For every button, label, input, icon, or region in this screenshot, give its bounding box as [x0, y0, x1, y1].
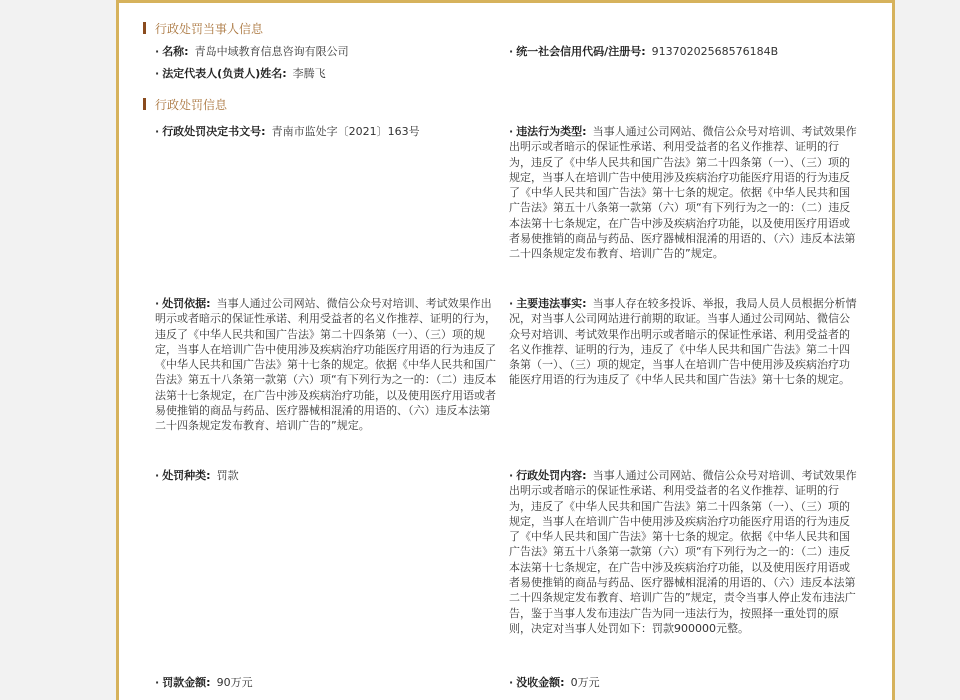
fine-amount-value: 90万元	[216, 676, 253, 689]
penalty-content-value: 当事人通过公司网站、微信公众号对培训、考试效果作出明示或者暗示的保证性承诺、利用受益者的名义作推荐、证明的行为，违反了《中华人民共和国广告法》第二十四条第（一）、（三）项的规定，当事人在培训广告中使用涉及疾病治疗功能医疗用语的行为违反了《中华人民共和国广告法》第十七条的规定。依据《中华人民共和国广告法》第五十八条第一款第（六）项“有下列行为之一的：（二）违反本法第十七条规定，在广告中涉及疾病治疗功能，以及使用医疗用语或者易使推销的商品与药品、医疗器械相混淆的用语的、（六）违反本法第二十四条规定发布教育、培训广告的”规定，责令当事人停止发布违法广告，鉴于当事人发布违法广告为同一违法行为，按照择一重处罚的原则，决定对当事人处罚如下：罚款900000元整。	[509, 469, 857, 635]
penalty-content-label: 行政处罚内容:	[516, 469, 587, 482]
legal-rep-field: · 法定代表人(负责人)姓名: 李腾飞	[155, 67, 326, 80]
credit-code-field: · 统一社会信用代码/注册号: 91370202568576184B	[509, 45, 779, 58]
legal-rep-value: 李腾飞	[292, 67, 326, 80]
decision-no-label: 行政处罚决定书文号:	[162, 125, 266, 138]
penalty-basis-field: · 处罚依据: 当事人通过公司网站、微信公众号对培训、考试效果作出明示或者暗示的保证性承诺、利用受益者的名义作推荐、证明的行为，违反了《中华人民共和国广告法》第二十四条第（一）、（三）项的规定，当事人在培训广告中使用涉及疾病治疗功能医疗用语的行为违反了《中华人民共和国广告法》第十七条的规定。依据《中华人民共和国广告法》第五十八条第一款第（六）项“有下列行为之一的：（二）违反本法第十七条规定，在广告中涉及疾病治疗功能，以及使用医疗用语或者易使推销的商品与药品、医疗器械相混淆的用语的、（六）违反本法第二十四条规定发布教育、培训广告的”规定。	[155, 297, 497, 433]
penalty-content-field: · 行政处罚内容: 当事人通过公司网站、微信公众号对培训、考试效果作出明示或者暗示的保证性承诺、利用受益者的名义作推荐、证明的行为，违反了《中华人民共和国广告法》第二十四条第（一）、（三）项的规定，当事人在培训广告中使用涉及疾病治疗功能医疗用语的行为违反了《中华人民共和国广告法》第十七条的规定。依据《中华人民共和国广告法》第五十八条第一款第（六）项“有下列行为之一的：（二）违反本法第十七条规定，在广告中涉及疾病治疗功能，以及使用医疗用语或者易使推销的商品与药品、医疗器械相混淆的用语的、（六）违反本法第二十四条规定发布教育、培训广告的”规定，责令当事人停止发布违法广告，鉴于当事人发布违法广告为同一违法行为，按照择一重处罚的原则，决定对当事人处罚如下：罚款900000元整。	[509, 469, 857, 635]
section-marker-icon	[143, 98, 146, 110]
penalty-basis-label: 处罚依据:	[162, 297, 211, 310]
party-name-label: 名称:	[162, 45, 189, 58]
penalty-section-title: 行政处罚信息	[143, 97, 227, 113]
penalty-info-card	[116, 0, 895, 700]
confiscation-amount-value: 0万元	[570, 676, 600, 689]
main-facts-field: · 主要违法事实: 当事人存在较多投诉、举报，我局人员人员根据分析情况，对当事人公司网站进行前期的取证。当事人通过公司网站、微信公众号对培训、考试效果作出明示或者暗示的保证性承诺、利用受益者的名义作推荐、证明的行为，违反了《中华人民共和国广告法》第二十四条第（一）、（三）项的规定，当事人在培训广告中使用涉及疾病治疗功能医疗用语的行为违反了《中华人民共和国广告法》第十七条的规定。	[509, 297, 857, 387]
party-section-title: 行政处罚当事人信息	[143, 21, 263, 37]
credit-code-value: 91370202568576184B	[651, 45, 779, 58]
penalty-kind-field: · 处罚种类: 罚款	[155, 469, 239, 482]
fine-amount-label: 罚款金额:	[162, 676, 211, 689]
party-name-value: 青岛中域教育信息咨询有限公司	[194, 45, 349, 58]
legal-rep-label: 法定代表人(负责人)姓名:	[162, 67, 287, 80]
penalty-kind-value: 罚款	[216, 469, 239, 482]
violation-type-label: 违法行为类型:	[516, 125, 587, 138]
party-name-field: · 名称: 青岛中域教育信息咨询有限公司	[155, 45, 349, 58]
credit-code-label: 统一社会信用代码/注册号:	[516, 45, 646, 58]
decision-no-value: 青南市监处字〔2021〕163号	[271, 125, 420, 138]
penalty-kind-label: 处罚种类:	[162, 469, 211, 482]
penalty-basis-value: 当事人通过公司网站、微信公众号对培训、考试效果作出明示或者暗示的保证性承诺、利用受益者的名义作推荐、证明的行为，违反了《中华人民共和国广告法》第二十四条第（一）、（三）项的规定，当事人在培训广告中使用涉及疾病治疗功能医疗用语的行为违反了《中华人民共和国广告法》第十七条的规定。依据《中华人民共和国广告法》第五十八条第一款第（六）项“有下列行为之一的：（二）违反本法第十七条规定，在广告中涉及疾病治疗功能，以及使用医疗用语或者易使推销的商品与药品、医疗器械相混淆的用语的、（六）违反本法第二十四条规定发布教育、培训广告的”规定。	[155, 297, 497, 433]
main-facts-value: 当事人存在较多投诉、举报，我局人员人员根据分析情况，对当事人公司网站进行前期的取证。当事人通过公司网站、微信公众号对培训、考试效果作出明示或者暗示的保证性承诺、利用受益者的名义作推荐、证明的行为，违反了《中华人民共和国广告法》第二十四条第（一）、（三）项的规定，当事人在培训广告中使用涉及疾病治疗功能医疗用语的行为违反了《中华人民共和国广告法》第十七条的规定。	[509, 297, 857, 387]
decision-no-field: · 行政处罚决定书文号: 青南市监处字〔2021〕163号	[155, 125, 420, 138]
violation-type-value: 当事人通过公司网站、微信公众号对培训、考试效果作出明示或者暗示的保证性承诺、利用受益者的名义作推荐、证明的行为，违反了《中华人民共和国广告法》第二十四条第（一）、（三）项的规定，当事人在培训广告中使用涉及疾病治疗功能医疗用语的行为违反了《中华人民共和国广告法》第十七条的规定。依据《中华人民共和国广告法》第五十八条第一款第（六）项“有下列行为之一的：（二）违反本法第十七条规定，在广告中涉及疾病治疗功能，以及使用医疗用语或者易使推销的商品与药品、医疗器械相混淆的用语的、（六）违反本法第二十四条规定发布教育、培训广告的”规定。	[509, 125, 857, 261]
section-marker-icon	[143, 22, 146, 34]
main-facts-label: 主要违法事实:	[516, 297, 587, 310]
confiscation-amount-field: · 没收金额: 0万元	[509, 676, 600, 689]
confiscation-amount-label: 没收金额:	[516, 676, 565, 689]
fine-amount-field: · 罚款金额: 90万元	[155, 676, 253, 689]
violation-type-field: · 违法行为类型: 当事人通过公司网站、微信公众号对培训、考试效果作出明示或者暗示的保证性承诺、利用受益者的名义作推荐、证明的行为，违反了《中华人民共和国广告法》第二十四条第（一）、（三）项的规定，当事人在培训广告中使用涉及疾病治疗功能医疗用语的行为违反了《中华人民共和国广告法》第十七条的规定。依据《中华人民共和国广告法》第五十八条第一款第（六）项“有下列行为之一的：（二）违反本法第十七条规定，在广告中涉及疾病治疗功能，以及使用医疗用语或者易使推销的商品与药品、医疗器械相混淆的用语的、（六）违反本法第二十四条规定发布教育、培训广告的”规定。	[509, 125, 857, 261]
